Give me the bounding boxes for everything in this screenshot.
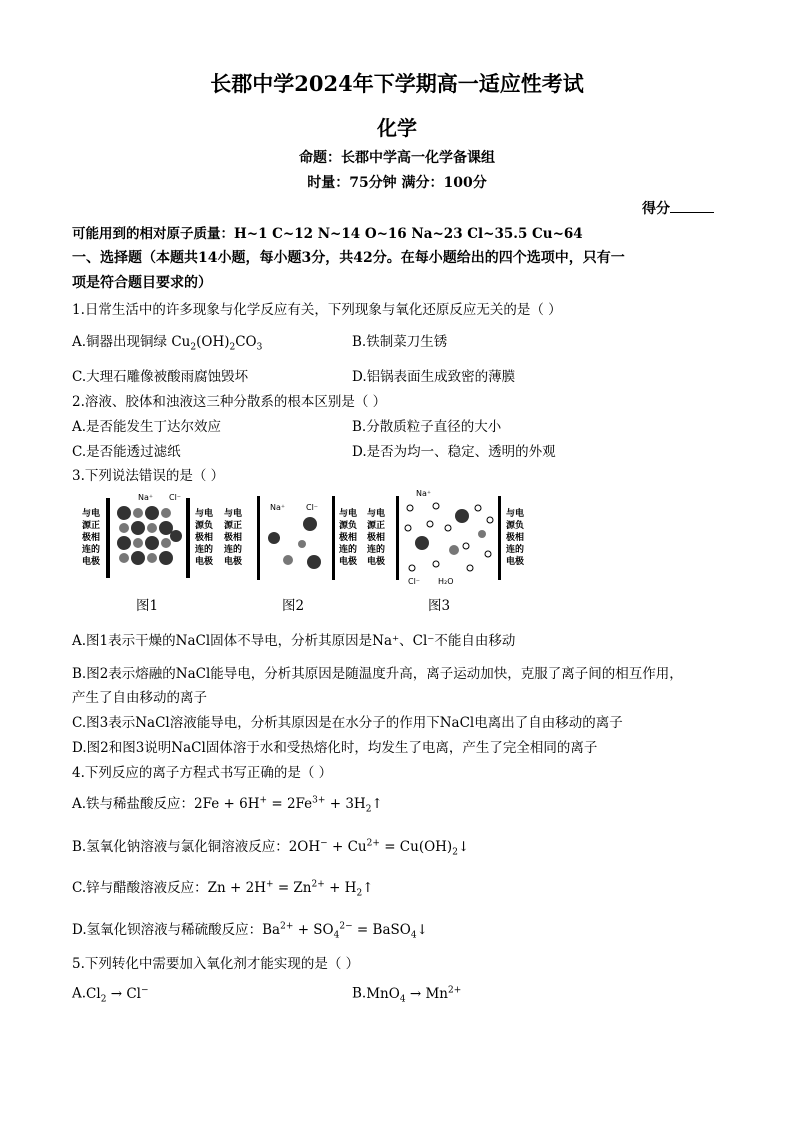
svg-text:与电: 与电: [82, 509, 101, 519]
q1-option-d: D.铝锅表面生成致密的薄膜: [352, 369, 516, 385]
q4-d-text: D.氢氧化钡溶液与稀硫酸反应：: [72, 922, 263, 938]
section1-line1: 一、选择题（本题共14小题，每小题3分，共42分。在每小题给出的四个选项中，只有一: [72, 250, 625, 266]
svg-text:Na⁺: Na⁺: [138, 493, 154, 502]
time-score-line: 时量：75分钟 满分：100分: [307, 175, 487, 191]
nacl-conduction-figure: [74, 488, 544, 588]
svg-text:Cl⁻: Cl⁻: [306, 503, 319, 512]
q4-a-equation: $2Fe + 6H^+ = 2Fe^{3+}$ + $3H_2↑$: [194, 795, 383, 815]
svg-text:电极: 电极: [339, 557, 358, 567]
svg-text:极相: 极相: [367, 533, 386, 543]
q4-b-equation: $2OH^- + Cu^{2+}$ = $Cu(OH)_2↓$: [288, 838, 470, 858]
q3-stem: 3.下列说法错误的是（ ）: [72, 468, 225, 484]
svg-text:源正: 源正: [82, 521, 101, 531]
q5-option-b: [352, 985, 461, 1004]
q4-option-c: [72, 876, 374, 899]
q3-option-b-line1: B.图2表示熔融的NaCl能导电，分析其原因是随温度升高，离子运动加快，克服了离子间的相互作用，: [72, 666, 683, 682]
svg-text:源负: 源负: [339, 521, 358, 531]
q3-option-d: D.图2和图3说明NaCl固体溶于水和受热熔化时，均发生了电离，产生了完全相同的离子: [72, 740, 598, 756]
q5-stem: 5.下列转化中需要加入氧化剂才能实现的是（ ）: [72, 956, 360, 972]
q1-option-c: C.大理石雕像被酸雨腐蚀毁坏: [72, 369, 249, 385]
q4-stem: 4.下列反应的离子方程式书写正确的是（ ）: [72, 765, 333, 781]
svg-text:与电: 与电: [224, 509, 243, 519]
q2-option-b: B.分散质粒子直径的大小: [352, 419, 502, 435]
q3-option-b-line2: 产生了自由移动的离子: [72, 690, 207, 706]
svg-text:电极: 电极: [367, 557, 386, 567]
svg-text:极相: 极相: [82, 533, 101, 543]
svg-text:电极: 电极: [195, 557, 214, 567]
svg-text:源正: 源正: [224, 521, 243, 531]
q1-option-b: B.铁制菜刀生锈: [352, 334, 448, 350]
svg-text:极相: 极相: [195, 533, 214, 543]
q1-a-formula: $Cu_2(OH)_2CO_3$: [171, 334, 263, 353]
q4-a-text: A.铁与稀盐酸反应：: [72, 796, 195, 812]
author-line: 命题：长郡中学高一化学备课组: [299, 150, 495, 166]
q5-option-a: [72, 985, 149, 1004]
q4-b-text: B.氢氧化钠溶液与氯化铜溶液反应：: [72, 839, 289, 855]
q3-option-a: A.图1表示干燥的NaCl固体不导电，分析其原因是Na⁺、Cl⁻不能自由移动: [72, 633, 516, 649]
subject-title: 化学: [377, 116, 417, 140]
fig1-label: 图1: [136, 598, 159, 614]
q2-option-d: D.是否为均一、稳定、透明的外观: [352, 444, 556, 460]
svg-text:Cl⁻: Cl⁻: [408, 577, 421, 586]
q5-a-text: A.: [72, 985, 87, 1002]
q4-option-d: [72, 918, 428, 941]
q5-a-formula: $Cl_2 \to Cl^-$: [86, 985, 149, 1005]
svg-text:与电: 与电: [506, 509, 525, 519]
q4-option-a: [72, 792, 383, 815]
svg-text:源负: 源负: [506, 521, 525, 531]
svg-text:源负: 源负: [195, 521, 214, 531]
q2-option-c: C.是否能透过滤纸: [72, 444, 181, 460]
svg-text:H₂O: H₂O: [438, 577, 454, 586]
q4-c-text: C.锌与醋酸溶液反应：: [72, 880, 208, 896]
svg-text:源正: 源正: [367, 521, 386, 531]
q5-b-text: B.: [352, 985, 367, 1002]
svg-text:连的: 连的: [367, 545, 386, 555]
svg-text:连的: 连的: [82, 545, 101, 555]
svg-text:电极: 电极: [506, 557, 525, 567]
q4-c-equation: $Zn + 2H^+ = Zn^{2+}$ + $H_2↑$: [207, 879, 374, 899]
svg-text:极相: 极相: [224, 533, 243, 543]
fig3-label: 图3: [428, 598, 451, 614]
fig2-label: 图2: [282, 598, 305, 614]
svg-text:极相: 极相: [506, 533, 525, 543]
svg-text:与电: 与电: [367, 509, 386, 519]
svg-text:连的: 连的: [224, 545, 243, 555]
score-blank[interactable]: [670, 211, 714, 213]
exam-title: 长郡中学2024年下学期高一适应性考试: [210, 71, 584, 96]
q2-stem: 2.溶液、胶体和浊液这三种分散系的根本区别是（ ）: [72, 394, 387, 410]
q4-d-equation: $Ba^{2+} + SO_4^{2-}$ = BaSO$_4$↓: [262, 921, 428, 941]
svg-text:Cl⁻: Cl⁻: [169, 493, 182, 502]
score-label: 得分: [642, 201, 670, 217]
figure-2: [223, 496, 357, 580]
score-field: [642, 198, 714, 218]
q5-b-formula: $MnO_4 \to Mn^{2+}$: [366, 985, 462, 1005]
svg-text:Na⁺: Na⁺: [270, 503, 286, 512]
svg-text:与电: 与电: [339, 509, 358, 519]
q4-option-b: [72, 835, 469, 858]
figure-3: [366, 489, 524, 586]
q3-option-c: C.图3表示NaCl溶液能导电，分析其原因是在水分子的作用下NaCl电离出了自由移动的离子: [72, 715, 623, 731]
svg-text:与电: 与电: [195, 509, 214, 519]
atomic-masses: 可能用到的相对原子质量：H~1 C~12 N~14 O~16 Na~23 Cl~35.5 Cu~64: [72, 226, 583, 242]
svg-text:极相: 极相: [339, 533, 358, 543]
svg-text:电极: 电极: [82, 557, 101, 567]
q1-a-text: A.铜器出现铜绿: [72, 334, 168, 350]
q1-stem: 1.日常生活中的许多现象与化学反应有关，下列现象与氧化还原反应无关的是（ ）: [72, 302, 562, 318]
svg-text:连的: 连的: [506, 545, 525, 555]
svg-text:电极: 电极: [224, 557, 243, 567]
q2-option-a: A.是否能发生丁达尔效应: [72, 419, 222, 435]
svg-text:Na⁺: Na⁺: [416, 489, 432, 498]
figure-1: [81, 493, 213, 578]
svg-text:连的: 连的: [339, 545, 358, 555]
q1-option-a: [72, 330, 262, 353]
section1-line2: 项是符合题目要求的）: [72, 275, 212, 291]
svg-text:连的: 连的: [195, 545, 214, 555]
